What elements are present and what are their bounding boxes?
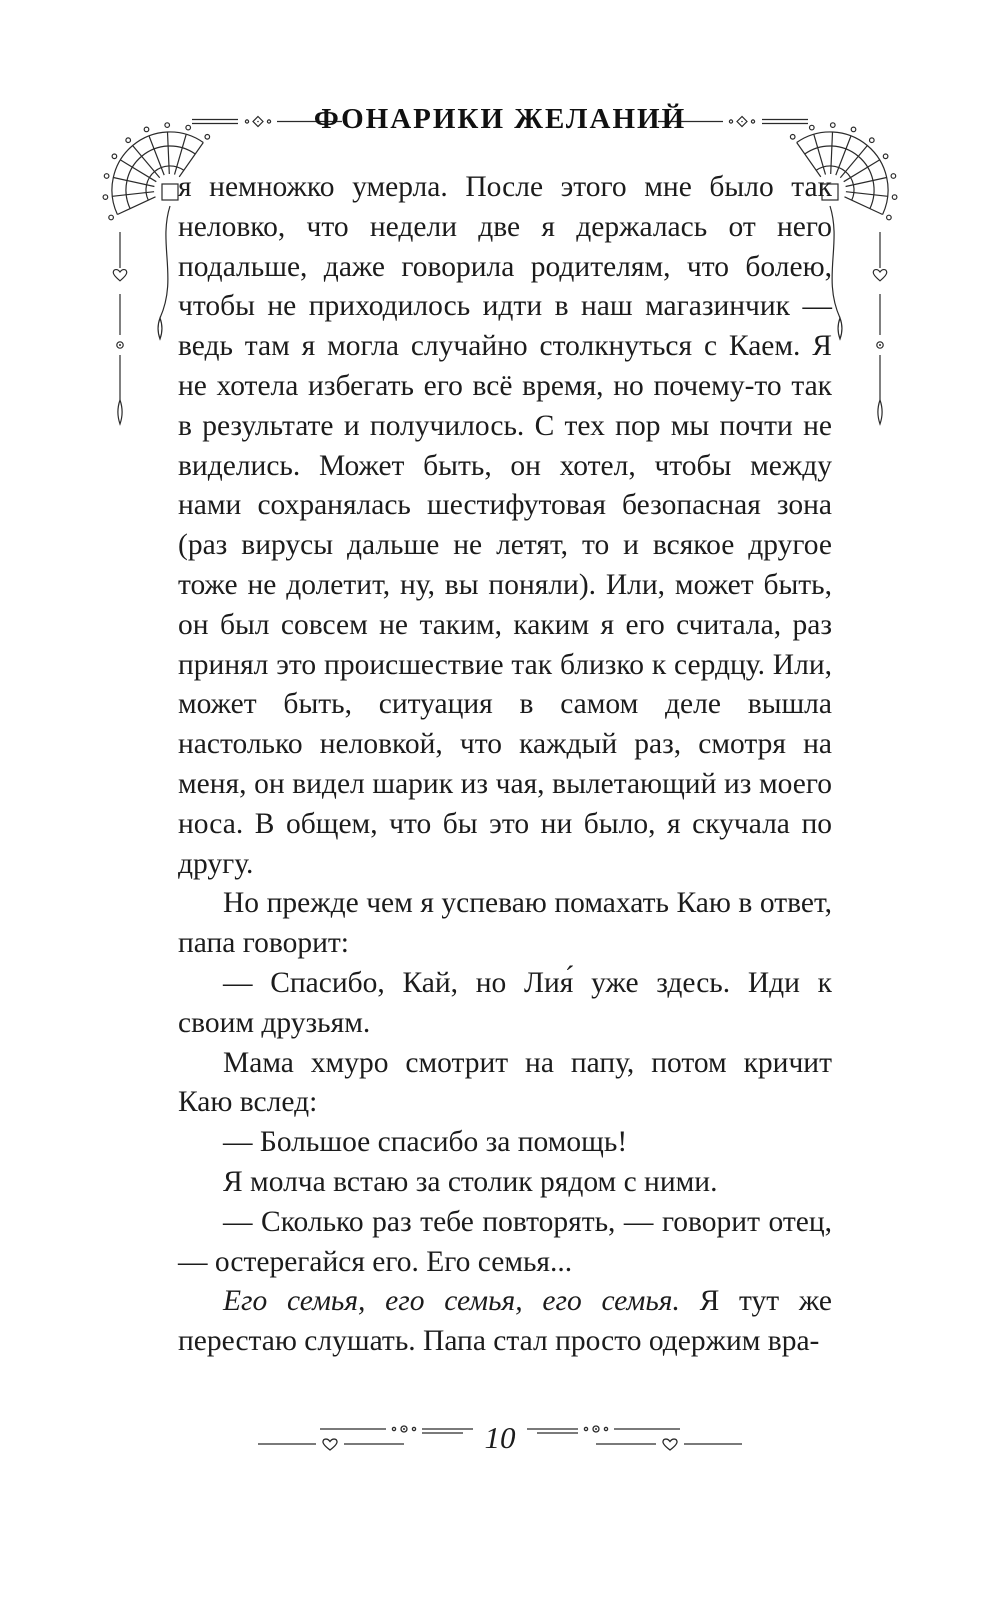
paragraph-text: Я тут же перестаю слушать. Папа стал просто одержим вра- bbox=[178, 1285, 832, 1358]
paragraph: — Сколько раз тебе повторять, — говорит отец, — остерегайся его. Его семья... bbox=[178, 1205, 832, 1278]
paragraph bbox=[178, 1282, 832, 1362]
paragraph: я немножко умерла. После этого мне было так неловко, что недели две я держалась от него подальше, даже говорила родителям, что болею, чтобы не приходилось идти в наш магазинчик — ведь там я могла случайно столкнуться с Каем. Я не хотела избегать его всё время, но почему-то так в результате и получилось. С тех пор мы почти не виделись. Может быть, он хотел, чтобы между нами сохранялась шестифутовая безопасная зона (раз вирусы дальше не летят, то и всякое другое тоже не долетит, ну, вы поняли). Или, может быть, он был совсем не таким, каким я его считала, раз принял это происшествие так близко к сердцу. Или, может быть, ситуация в самом деле вышла настолько неловкой, что каждый раз, смотря на меня, он видел шарик из чая, вылетающий из моего носа. В общем, что бы это ни было, я скучала по другу. bbox=[178, 171, 832, 880]
bead-charm-icon bbox=[117, 342, 123, 348]
page-body bbox=[178, 168, 832, 1362]
italic-phrase: Его семья, его семья, его семья. bbox=[223, 1285, 680, 1318]
paragraph: — Спасибо, Кай, но Лия́ уже здесь. Иди к своим друзьям. bbox=[178, 966, 832, 1039]
heart-charm-icon bbox=[113, 270, 126, 281]
fan-pivot-box bbox=[162, 184, 178, 200]
running-title: ФОНАРИКИ ЖЕЛАНИЙ bbox=[313, 103, 687, 135]
paragraph: Но прежде чем я успеваю помахать Каю в ответ, папа говорит: bbox=[178, 887, 832, 960]
paragraph: Я молча встаю за столик рядом с ними. bbox=[223, 1165, 718, 1198]
drop-charm-icon bbox=[118, 400, 122, 424]
page-number: 10 bbox=[484, 1420, 516, 1455]
ribbon-drop-icon bbox=[158, 318, 162, 339]
paragraph: — Большое спасибо за помощь! bbox=[223, 1126, 628, 1159]
hanging-ribbon bbox=[160, 206, 170, 318]
paragraph: Мама хмуро смотрит на папу, потом кричит Каю вслед: bbox=[178, 1046, 832, 1119]
